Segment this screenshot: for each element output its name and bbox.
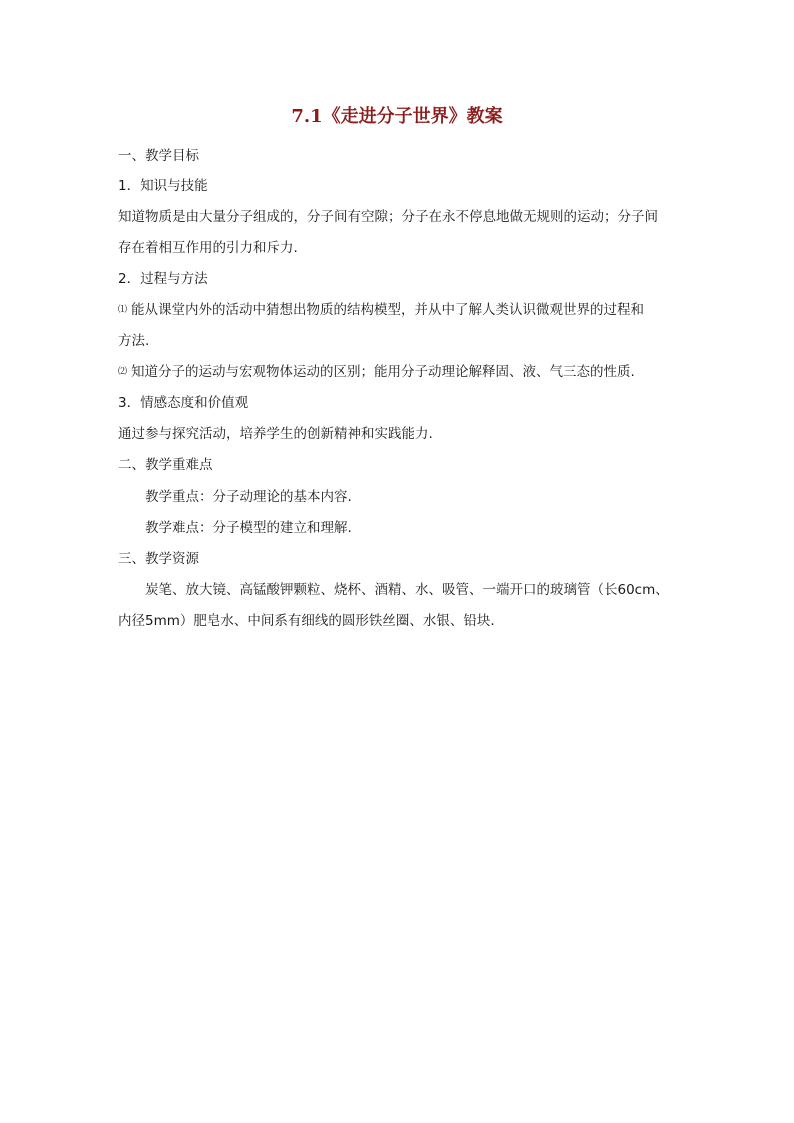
process-item-2 (118, 362, 688, 382)
process-item-2-text: 知道分子的运动与宏观物体运动的区别；能用分子动理论解释固、液、气三态的性质. (131, 364, 635, 380)
subheading-attitude: 3．情感态度和价值观 (118, 395, 249, 411)
process-item-1-number: ⑴ (118, 305, 128, 315)
subheading-process: 2．过程与方法 (118, 271, 208, 287)
process-item-1-text: 能从课堂内外的活动中猜想出物质的结构模型，并从中了解人类认识微观世界的过程和 (131, 302, 645, 318)
section-heading-objectives: 一、教学目标 (118, 148, 199, 164)
keypoint-difficulty: 教学难点：分子模型的建立和理解. (145, 520, 352, 536)
process-item-1-continuation: 方法. (118, 333, 150, 349)
process-item-1 (118, 300, 688, 320)
resources-text-line-1: 炭笔、放大镜、高锰酸钾颗粒、烧杯、酒精、水、吸管、一端开口的玻璃管（长60cm、 (145, 582, 669, 598)
knowledge-text-line-2: 存在着相互作用的引力和斥力. (118, 240, 298, 256)
attitude-text: 通过参与探究活动，培养学生的创新精神和实践能力. (118, 426, 433, 442)
keypoint-focus: 教学重点：分子动理论的基本内容. (145, 489, 352, 505)
section-heading-keypoints: 二、教学重难点 (118, 457, 213, 473)
resources-text-line-2: 内径5mm）肥皂水、中间系有细线的圆形铁丝圈、水银、铅块. (118, 613, 495, 629)
subheading-knowledge: 1．知识与技能 (118, 178, 208, 194)
knowledge-text-line-1: 知道物质是由大量分子组成的，分子间有空隙；分子在永不停息地做无规则的运动；分子间 (118, 209, 658, 225)
section-heading-resources: 三、教学资源 (118, 551, 199, 567)
document-title: 7.1《走进分子世界》教案 (291, 106, 503, 127)
process-item-2-number: ⑵ (118, 367, 128, 377)
